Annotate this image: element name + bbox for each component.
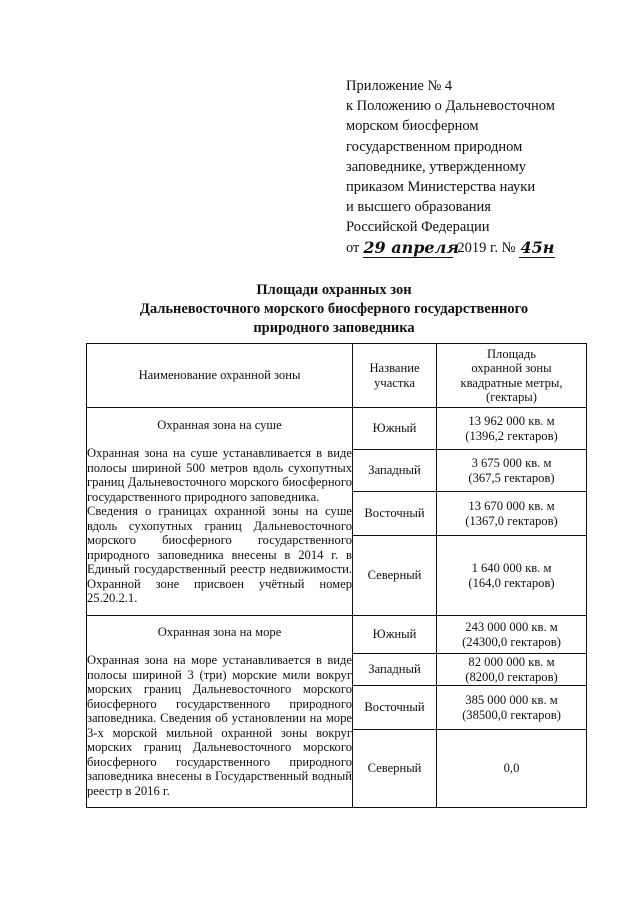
site-area: 13 962 000 кв. м (1396,2 гектаров) — [437, 408, 587, 450]
year-text: 2019 г. № — [457, 239, 516, 256]
site-name: Западный — [353, 654, 437, 686]
appendix-line: Российской Федерации — [346, 219, 490, 236]
handwritten-date: 29 апреля — [363, 237, 460, 257]
header-area: Площадь охранной зоны квадратные метры, (гектары) — [437, 344, 587, 408]
site-name: Западный — [353, 450, 437, 492]
site-name: Восточный — [353, 492, 437, 536]
order-date-line — [346, 238, 606, 258]
site-area: 3 675 000 кв. м (367,5 гектаров) — [437, 450, 587, 492]
zones-table — [86, 343, 587, 808]
title-line: Дальневосточного морского биосферного государственного — [139, 301, 529, 317]
appendix-line: заповеднике, утвержденному — [346, 158, 527, 175]
document-title — [60, 281, 608, 338]
site-area: 243 000 000 кв. м (24300,0 гектаров) — [437, 616, 587, 654]
zone-paragraph: Охранная зона на суше устанавливается в виде полосы шириной 500 метров вдоль сухопутных границ Дальневосточного морского биосферного государственного природного заповедника. — [87, 446, 352, 504]
appendix-line: и высшего образования — [346, 199, 491, 216]
table-row — [87, 408, 587, 450]
appendix-line: к Положению о Дальневосточном — [346, 98, 555, 115]
appendix-header — [346, 76, 606, 258]
date-prefix: от — [346, 239, 360, 256]
appendix-line: государственном природном — [346, 138, 523, 155]
title-line: природного заповедника — [253, 320, 415, 336]
site-area: 0,0 — [437, 730, 587, 808]
site-area: 13 670 000 кв. м (1367,0 гектаров) — [437, 492, 587, 536]
header-zone-name: Наименование охранной зоны — [87, 344, 353, 408]
site-name: Восточный — [353, 686, 437, 730]
table-header-row — [87, 344, 587, 408]
site-name: Южный — [353, 616, 437, 654]
appendix-line: приказом Министерства науки — [346, 179, 536, 196]
site-area: 82 000 000 кв. м (8200,0 гектаров) — [437, 654, 587, 686]
zone-paragraph: Охранная зона на море устанавливается в виде полосы шириной 3 (три) морские мили вокруг морских границ Дальневосточного морского биосферного государственного природного заповедника. Сведения об установлении на море 3-х морской мильной охранной зоны вокруг морских границ Дальневосточного морского биосферного государственного природного заповедника внесены в Государственный водный реестр в 2016 г. — [87, 653, 352, 798]
site-area: 385 000 000 кв. м (38500,0 гектаров) — [437, 686, 587, 730]
site-name: Южный — [353, 408, 437, 450]
site-name: Северный — [353, 730, 437, 808]
site-area: 1 640 000 кв. м (164,0 гектаров) — [437, 536, 587, 616]
zone-description-sea — [87, 616, 353, 808]
table-row — [87, 616, 587, 654]
appendix-line: Приложение № 4 — [346, 78, 453, 94]
site-name: Северный — [353, 536, 437, 616]
title-line: Площади охранных зон — [256, 282, 412, 298]
zone-title: Охранная зона на море — [157, 624, 282, 639]
zone-description-land — [87, 408, 353, 616]
handwritten-order-number: 45н — [520, 237, 555, 257]
appendix-line: морском биосферном — [346, 118, 479, 135]
zone-paragraph: Сведения о границах охранной зоны на суше вдоль сухопутных границ Дальневосточного морского биосферного государственного природного заповедника внесены в 2014 г. в Единый государственный реестр недвижимости. Охранной зоне присвоен учётный номер 25.20.2.1. — [87, 504, 352, 605]
header-site-name: Название участка — [353, 344, 437, 408]
zone-title: Охранная зона на суше — [157, 417, 282, 432]
